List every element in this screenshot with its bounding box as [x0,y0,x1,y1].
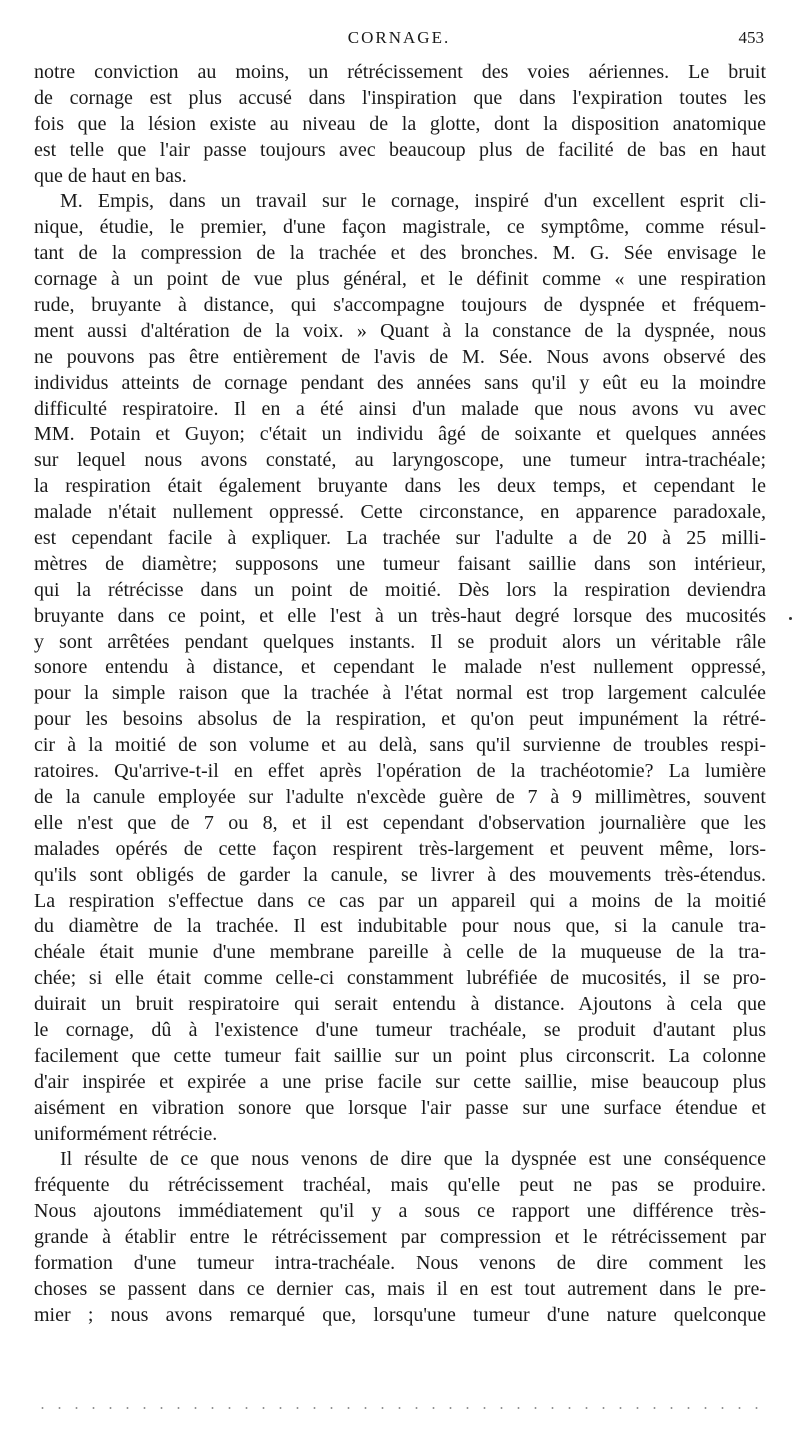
text-line: tant de la compression de la trachée et des bronches. M. G. Sée envisage le [34,242,766,265]
text-line: qu'ils sont obligés de garder la canule, se livrer à des mouvements très-étendus. [34,863,766,886]
text-line: La respiration s'effectue dans ce cas par un appareil qui a moins de la moitié [34,889,766,912]
bottom-dotted-line [34,1407,766,1409]
text-line: de la canule employée sur l'adulte n'excède guère de 7 à 9 millimètres, souvent [34,785,766,808]
text-line: cir à la moitié de son volume et au delà, sans qu'il survienne de troubles respi- [34,734,766,757]
text-line: M. Empis, dans un travail sur le cornage, inspiré d'un excellent esprit cli- [60,190,766,213]
margin-mark [789,617,792,620]
text-line: Nous ajoutons immédiatement qu'il y a sous ce rapport une différence très- [34,1200,766,1223]
text-line: malades opérés de cette façon respirent très-largement et peuvent même, lors- [34,837,766,860]
text-line: de cornage est plus accusé dans l'inspiration que dans l'expiration toutes les [34,86,766,109]
text-line: notre conviction au moins, un rétrécissement des voies aériennes. Le bruit [34,61,766,83]
text-line: elle n'est que de 7 ou 8, et il est cependant d'observation journalière que les [34,811,766,834]
text-line: Il résulte de ce que nous venons de dire que la dyspnée est une conséquence [60,1148,766,1171]
text-line: du diamètre de la trachée. Il est indubitable pour nous que, si la canule tra- [34,915,766,938]
text-line: ratoires. Qu'arrive-t-il en effet après l'opération de la trachéotomie? La lumière [34,760,766,783]
text-line: sonore entendu à distance, et cependant le malade n'est nullement oppressé, [34,656,766,679]
text-line: malade n'était nullement oppressé. Cette circonstance, en apparence paradoxale, [34,501,766,524]
text-line: formation d'une tumeur intra-trachéale. Nous venons de dire comment les [34,1251,766,1274]
paragraph [34,189,766,1147]
text-line: ne pouvons pas être entièrement de l'avis de M. Sée. Nous avons observé des [34,345,766,368]
text-line: chée; si elle était comme celle-ci constamment lubréfiée de mucosités, il se pro- [34,967,766,990]
text-line: individus atteints de cornage pendant des années sans qu'il y eût eu la moindre [34,371,766,394]
text-line: le cornage, dû à l'existence d'une tumeur trachéale, se produit d'autant plus [34,1018,766,1041]
text-line: mètres de diamètre; supposons une tumeur faisant saillie dans son intérieur, [34,552,766,575]
text-line: que de haut en bas. [34,164,187,187]
paragraph [34,1147,766,1328]
text-line: MM. Potain et Guyon; c'était un individu âgé de soixante et quelques années [34,423,766,446]
page-number: 453 [738,28,764,47]
running-title: CORNAGE. [347,28,451,47]
text-line: est cependant facile à expliquer. La trachée sur l'adulte a de 20 à 25 milli- [34,527,766,550]
text-line: uniformément rétrécie. [34,1122,218,1145]
text-line: la respiration était également bruyante dans les deux temps, et cependant le [34,475,766,498]
text-line: d'air inspirée et expirée a une prise facile sur cette saillie, mise beaucoup plus [34,1070,766,1093]
text-line: ment aussi d'altération de la voix. » Quant à la constance de la dyspnée, nous [34,319,766,342]
text-line: aisément en vibration sonore que lorsque l'air passe sur une surface étendue et [34,1096,766,1119]
body-text [34,60,766,1329]
text-line: grande à établir entre le rétrécissement par compression et le rétrécissement par [34,1226,766,1249]
text-line: sur lequel nous avons constaté, au laryngoscope, une tumeur intra-trachéale; [34,449,766,472]
text-line: nique, étudie, le premier, d'une façon magistrale, ce symptôme, comme résul- [34,216,766,239]
text-line: choses se passent dans ce dernier cas, mais il en est tout autrement dans le pre- [34,1277,766,1300]
text-line: y sont arrêtées pendant quelques instants. Il se produit alors un véritable râle [34,630,766,653]
text-line: pour les besoins absolus de la respiration, et qu'on peut impunément la rétré- [34,708,766,731]
running-head [34,28,764,54]
text-line: cornage à un point de vue plus général, et le définit comme « une respiration [34,268,766,291]
text-line: pour la simple raison que la trachée à l'état normal est trop largement calculée [34,682,766,705]
text-line: mier ; nous avons remarqué que, lorsqu'une tumeur d'une nature quelconque [34,1303,766,1326]
text-line: est telle que l'air passe toujours avec beaucoup plus de facilité de bas en haut [34,138,766,161]
text-line: chéale était munie d'une membrane pareille à celle de la muqueuse de la tra- [34,941,766,964]
text-line: qui la rétrécisse dans un point de moitié. Dès lors la respiration deviendra [34,578,766,601]
text-line: facilement que cette tumeur fait saillie sur un point plus circonscrit. La colonne [34,1044,766,1067]
text-line: fréquente du rétrécissement trachéal, mais qu'elle peut ne pas se produire. [34,1174,766,1197]
text-line: duirait un bruit respiratoire qui serait entendu à distance. Ajoutons à cela que [34,993,766,1016]
text-line: difficulté respiratoire. Il en a été ainsi d'un malade que nous avons vu avec [34,397,766,420]
text-line: bruyante dans ce point, et elle l'est à un très-haut degré lorsque des mucosités [34,604,766,627]
text-line: rude, bruyante à distance, qui s'accompagne toujours de dyspnée et fréquem- [34,294,766,317]
paragraph [34,60,766,189]
text-line: fois que la lésion existe au niveau de la glotte, dont la disposition anatomique [34,112,766,135]
